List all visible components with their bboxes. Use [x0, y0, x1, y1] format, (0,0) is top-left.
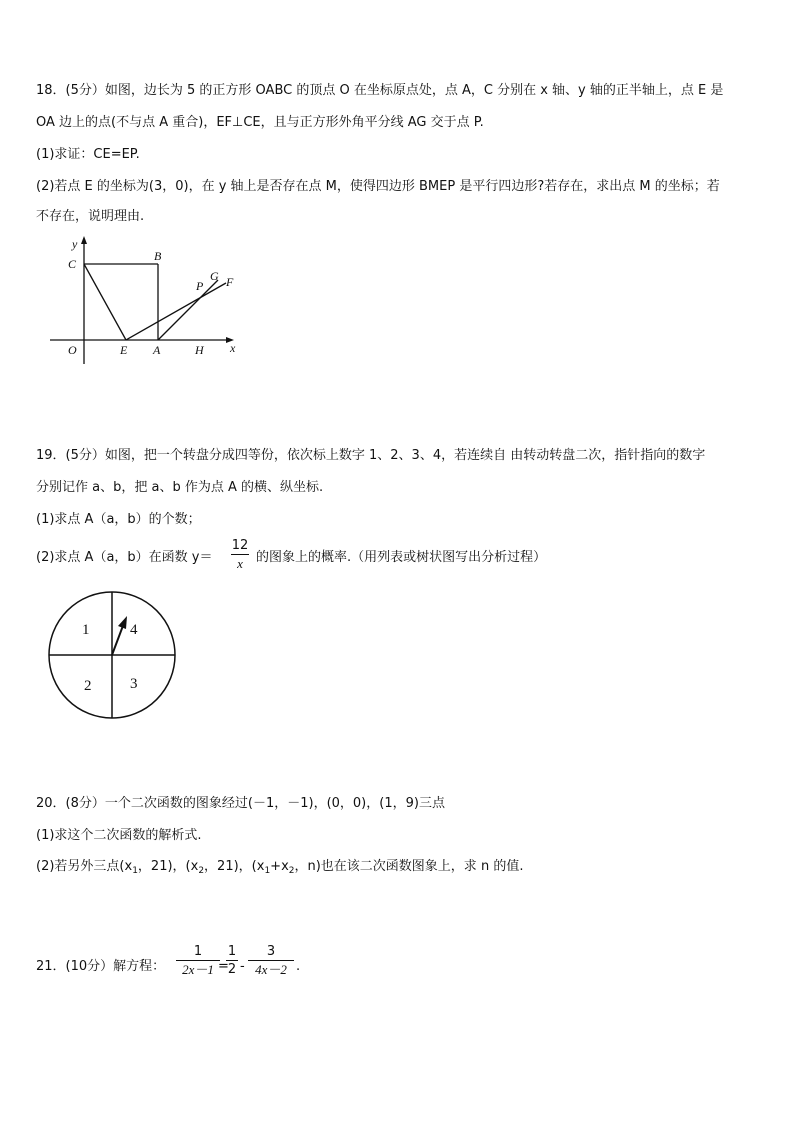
segment-AG	[158, 280, 218, 340]
segment-CE	[84, 264, 126, 340]
q18-line2: OA 边上的点(不与点 A 重合)，EF⊥CE，且与正方形外角平分线 AG 交于点 P.	[36, 115, 484, 130]
label-H: H	[195, 343, 204, 357]
label-A: A	[153, 343, 161, 357]
q19-part2-prefix: (2)求点 A（a，b）在函数 y＝	[36, 550, 213, 565]
label-B: B	[154, 249, 162, 263]
q19-fraction	[231, 538, 249, 571]
q20-part1: (1)求这个二次函数的解析式.	[36, 828, 202, 843]
segment-EF	[126, 283, 226, 340]
q20-part2: (2)若另外三点($x_1$，21)，($x_2$，21)，($x_1+x_2$，n)也在该二次函数图象上，求 n 的值.	[36, 859, 524, 876]
spinner-figure	[46, 590, 182, 722]
q18-line1: 18．(5分）如图，边长为 5 的正方形 OABC 的顶点 O 在坐标原点处，点 A，C 分别在 x 轴、y 轴的正半轴上，点 E 是	[36, 83, 724, 98]
q21-fraction-3: 3 4x－2	[248, 944, 294, 977]
q18-part1: (1)求证：CE=EP.	[36, 147, 140, 162]
q21-fraction-2: 1 2	[227, 944, 237, 977]
q18-part2-line1: (2)若点 E 的坐标为(3，0)，在 y 轴上是否存在点 M，使得四边形 BMEP 是平行四边形?若存在，求出点 M 的坐标；若	[36, 179, 720, 194]
fraction-denominator: x	[237, 556, 243, 571]
spinner-number-1: 1	[82, 622, 90, 638]
label-C: C	[68, 257, 77, 271]
label-O: O	[68, 343, 77, 357]
q18-part2-line2: 不存在，说明理由.	[36, 209, 145, 224]
fraction-numerator: 12	[231, 538, 249, 553]
q19-part2-suffix: 的图象上的概率.（用列表或树状图写出分析过程）	[256, 550, 547, 565]
q21-label: 21．(10分）解方程：	[36, 959, 166, 974]
q19-line1: 19．(5分）如图，把一个转盘分成四等份，依次标上数字 1、2、3、4，若连续自 由转动转盘二次，指针指向的数字	[36, 448, 706, 463]
q21-equals: =	[218, 959, 229, 974]
spinner-number-3: 3	[130, 676, 138, 692]
spinner-pointer-head	[118, 616, 127, 629]
q19-part1: (1)求点 A（a，b）的个数；	[36, 512, 201, 527]
q21-end: .	[296, 959, 301, 974]
spinner-number-2: 2	[84, 678, 92, 694]
label-F: F	[226, 275, 234, 289]
q18-figure	[40, 236, 250, 366]
y-arrow	[81, 236, 87, 244]
spinner-pointer	[112, 623, 124, 655]
label-x: x	[230, 341, 236, 355]
q20-line1: 20．(8分）一个二次函数的图象经过(－1，－1)，(0，0)，(1，9)三点	[36, 796, 445, 811]
label-P: P	[196, 279, 204, 293]
label-y: y	[72, 237, 78, 251]
q19-line2: 分别记作 a、b，把 a、b 作为点 A 的横、纵坐标.	[36, 480, 324, 495]
label-E: E	[120, 343, 128, 357]
q21-minus: -	[240, 959, 245, 974]
label-G: G	[210, 269, 219, 283]
spinner-number-4: 4	[130, 622, 138, 638]
q21-fraction-1: 1 2x－1	[176, 944, 220, 977]
